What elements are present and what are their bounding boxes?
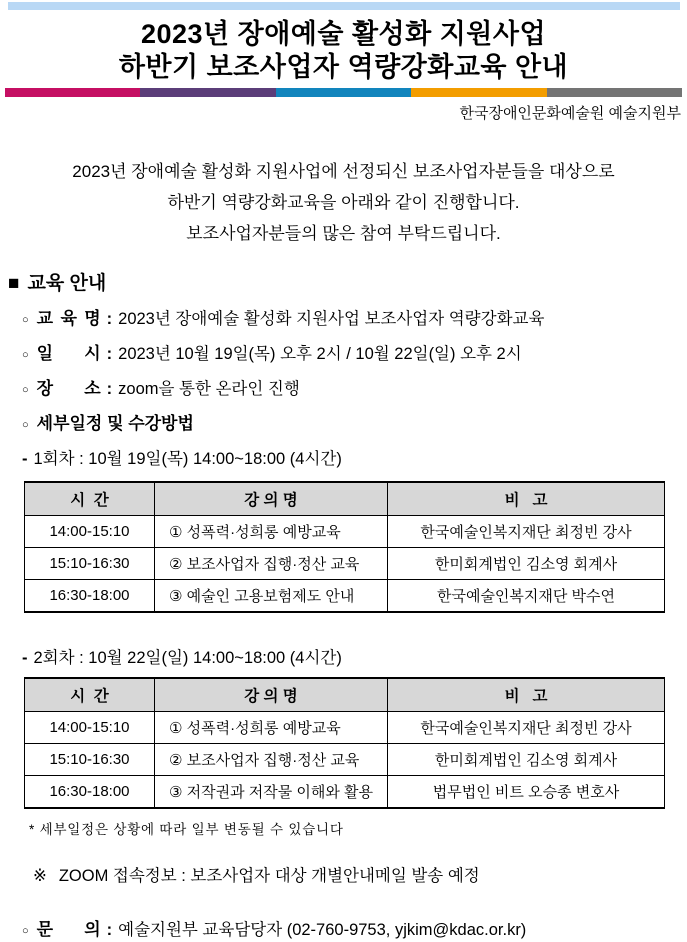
table-row [25, 548, 665, 580]
cell-time: 16:30-18:00 [25, 776, 155, 809]
cell-note: 법무법인 비트 오승종 변호사 [388, 776, 665, 809]
info-item-course-name [22, 308, 687, 331]
info-label: 일 시 [36, 344, 101, 363]
circle-bullet-icon: ○ [22, 314, 29, 326]
session-1-title [22, 448, 687, 470]
contact-colon: : [106, 921, 113, 939]
circle-bullet-icon: ○ [22, 349, 29, 361]
info-colon: : [106, 310, 113, 328]
table-row [25, 580, 665, 613]
announcement-document [0, 2, 687, 937]
column-header-note: 비 고 [388, 482, 665, 516]
cell-note: 한국예술인복지재단 최정빈 강사 [388, 516, 665, 548]
schedule-change-footnote: * 세부일정은 상황에 따라 일부 변동될 수 있습니다 [29, 822, 344, 837]
info-value: 2023년 장애예술 활성화 지원사업 보조사업자 역량강화교육 [118, 310, 545, 328]
cell-time: 14:00-15:10 [25, 516, 155, 548]
cell-lecture: ② 보조사업자 집행·정산 교육 [155, 548, 388, 580]
info-item-detail-schedule [22, 413, 687, 436]
info-label: 교 육 명 [36, 309, 101, 328]
black-square-icon: ■ [8, 273, 20, 294]
session-2-schedule-table [24, 677, 665, 809]
table-row [25, 744, 665, 776]
session-2-title-text: 2회차 : 10월 22일(일) 14:00~18:00 (4시간) [33, 649, 342, 667]
info-value: 2023년 10월 19일(목) 오후 2시 / 10월 22일(일) 오후 2시 [118, 345, 522, 363]
table-header-row [25, 678, 665, 712]
info-colon: : [106, 345, 113, 363]
cell-lecture: ① 성폭력·성희롱 예방교육 [155, 516, 388, 548]
info-colon: : [106, 380, 113, 398]
zoom-access-info [33, 865, 687, 887]
stripe-segment-purple [140, 88, 275, 97]
intro-line-2: 하반기 역량강화교육을 아래와 같이 진행합니다. [167, 193, 520, 212]
title-line-1: 2023년 장애예술 활성화 지원사업 [140, 19, 547, 49]
table-row [25, 712, 665, 744]
stripe-segment-magenta [5, 88, 140, 97]
info-value: zoom을 통한 온라인 진행 [118, 380, 300, 398]
color-stripe-divider [5, 88, 682, 97]
circle-bullet-icon: ○ [22, 384, 29, 396]
cell-note: 한국예술인복지재단 최정빈 강사 [388, 712, 665, 744]
column-header-time: 시 간 [25, 678, 155, 712]
column-header-lecture: 강 의 명 [155, 482, 388, 516]
session-2-title [22, 647, 687, 669]
education-info-list [22, 308, 687, 436]
cell-time: 15:10-16:30 [25, 744, 155, 776]
table-header-row [25, 482, 665, 516]
section-heading-label: 교육 안내 [27, 273, 107, 294]
zoom-access-info-text: ZOOM 접속정보 : 보조사업자 대상 개별안내메일 발송 예정 [58, 867, 480, 885]
department-name: 한국장애인문화예술원 예술지원부 [459, 105, 681, 122]
cell-lecture: ② 보조사업자 집행·정산 교육 [155, 744, 388, 776]
dash-bullet: - [22, 649, 28, 667]
cell-time: 16:30-18:00 [25, 580, 155, 613]
session-1-title-text: 1회차 : 10월 19일(목) 14:00~18:00 (4시간) [33, 450, 342, 468]
contact-value: 예술지원부 교육담당자 (02-760-9753, yjkim@kdac.or.kr) [118, 921, 527, 939]
cell-lecture: ③ 저작권과 저작물 이해와 활용 [155, 776, 388, 809]
page-title [0, 18, 687, 84]
column-header-note: 비 고 [388, 678, 665, 712]
info-item-place [22, 378, 687, 401]
detail-schedule-heading: 세부일정 및 수강방법 [36, 414, 194, 433]
circle-bullet-icon: ○ [22, 925, 29, 937]
contact-info [22, 919, 687, 942]
stripe-segment-orange [411, 88, 546, 97]
cell-lecture: ③ 예술인 고용보험제도 안내 [155, 580, 388, 613]
table-row [25, 776, 665, 809]
cell-time: 14:00-15:10 [25, 712, 155, 744]
cell-time: 15:10-16:30 [25, 548, 155, 580]
intro-line-3: 보조사업자분들의 많은 참여 부탁드립니다. [186, 224, 501, 243]
intro-paragraph [0, 156, 687, 249]
stripe-segment-gray [547, 88, 682, 97]
top-accent-bar [8, 2, 680, 10]
title-line-2: 하반기 보조사업자 역량강화교육 안내 [118, 52, 569, 82]
circle-bullet-icon: ○ [22, 419, 29, 431]
column-header-lecture: 강 의 명 [155, 678, 388, 712]
contact-label: 문 의 [36, 920, 101, 939]
cell-note: 한미회계법인 김소영 회계사 [388, 744, 665, 776]
stripe-segment-blue [276, 88, 411, 97]
session-1-schedule-table [24, 481, 665, 613]
info-label: 장 소 [36, 379, 101, 398]
info-item-date-time [22, 343, 687, 366]
table-row [25, 516, 665, 548]
cell-note: 한국예술인복지재단 박수연 [388, 580, 665, 613]
dash-bullet: - [22, 450, 28, 468]
cell-lecture: ① 성폭력·성희롱 예방교육 [155, 712, 388, 744]
section-heading-education-guide [8, 271, 687, 297]
reference-mark-icon: ※ [33, 867, 47, 885]
cell-note: 한미회계법인 김소영 회계사 [388, 548, 665, 580]
intro-line-1: 2023년 장애예술 활성화 지원사업에 선정되신 보조사업자분들을 대상으로 [72, 162, 615, 181]
column-header-time: 시 간 [25, 482, 155, 516]
